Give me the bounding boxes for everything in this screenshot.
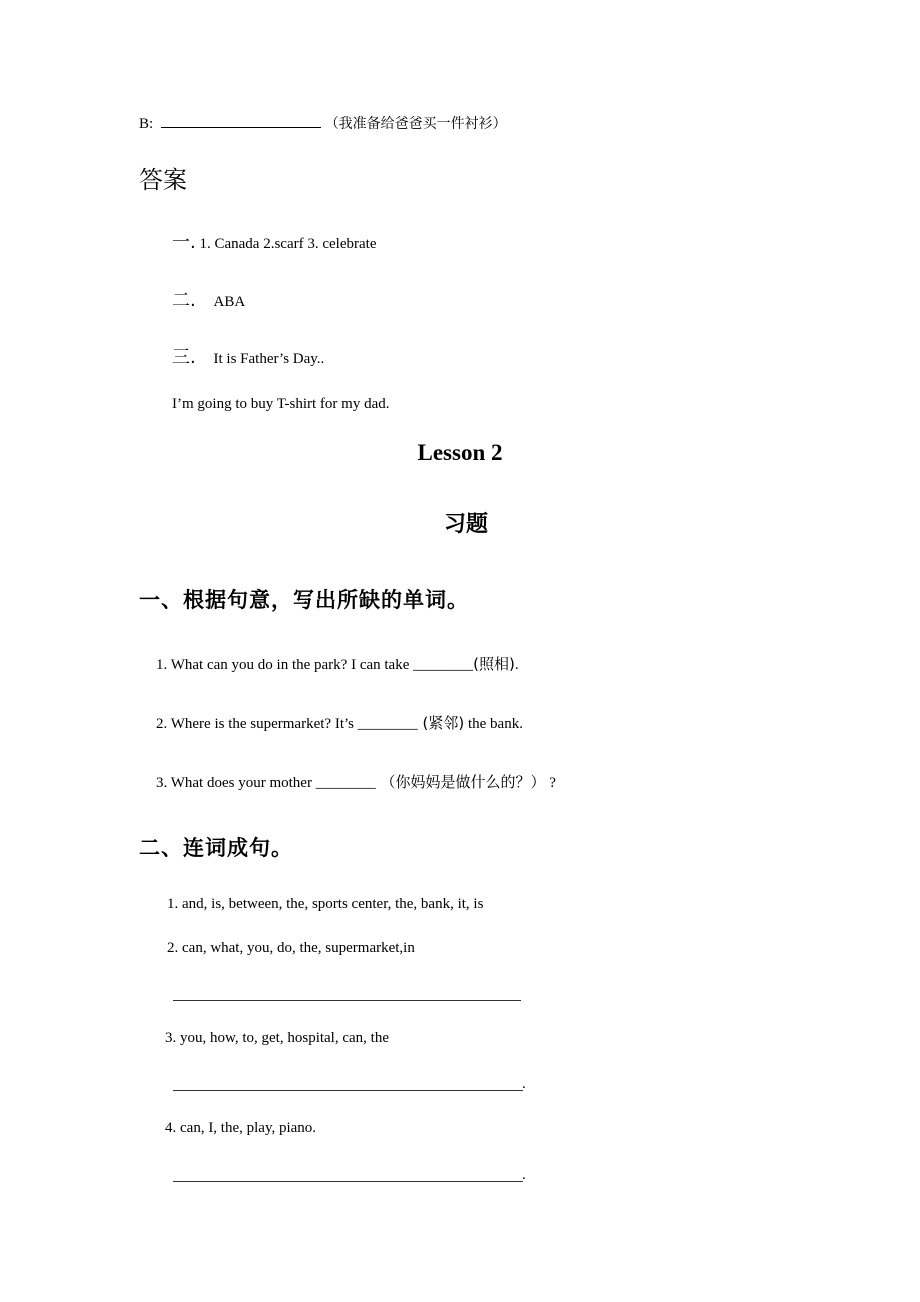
reorder-question-1: 1. and, is, between, the, sports center, the, bank, it, is [167,896,484,912]
exercise-title: 习题 [443,512,488,537]
answer-line-3-period: . [522,1076,526,1092]
lesson-title: Lesson 2 [417,440,503,465]
question-end: the bank. [464,716,523,732]
answer-line-4 [173,1181,523,1182]
chinese-hint: （我准备给爸爸买一件衬衫） [324,116,507,132]
chinese-hint: （你妈妈是做什么的？） [375,773,546,791]
answer-text: 1. Canada 2.scarf 3. celebrate [199,236,377,252]
answer-item-1 [172,228,376,254]
chinese-hint: (紧邻) [417,714,465,732]
question-text: 1. What can you do in the park? I can take [156,657,414,673]
fill-question-1 [156,653,519,674]
reorder-question-4: 4. can, I, the, play, piano. [165,1120,317,1136]
answer-item-2 [172,286,245,312]
answer-line-4-period: . [522,1167,526,1183]
section-1-heading: 一、根据句意，写出所缺的单词。 [139,588,469,612]
fill-question-3 [156,771,556,792]
chinese-hint: (照相) [473,655,515,673]
fill-question-2 [156,712,523,733]
reorder-question-2: 2. can, what, you, do, the, supermarket,in [167,940,415,956]
question-end: ? [545,775,556,791]
answer-text: ABA [213,294,246,310]
answer-blank: ________ [315,775,376,791]
answer-line-2 [173,1000,521,1001]
reorder-question-3: 3. you, how, to, get, hospital, can, the [165,1030,389,1046]
dialogue-line-b [139,113,507,133]
section-2-heading: 二、连词成句。 [139,836,293,860]
answer-line-3 [173,1090,523,1091]
answer-number: 二. [172,290,196,311]
answer-number: 三. [172,347,196,368]
speaker-label: B: [139,116,154,132]
answers-title: 答案 [139,166,187,194]
question-text: 3. What does your mother [156,775,316,791]
question-text: 2. Where is the supermarket? It’s [156,716,358,732]
answer-text: It is Father’s Day.. [213,351,325,367]
answer-blank: ________ [413,657,474,673]
answer-item-3 [172,343,324,369]
question-end: . [514,657,519,673]
answer-extra-line: I’m going to buy T-shirt for my dad. [172,396,390,412]
answer-blank [161,126,321,128]
answer-blank: ________ [357,716,418,732]
answer-number: 一. [172,232,196,253]
